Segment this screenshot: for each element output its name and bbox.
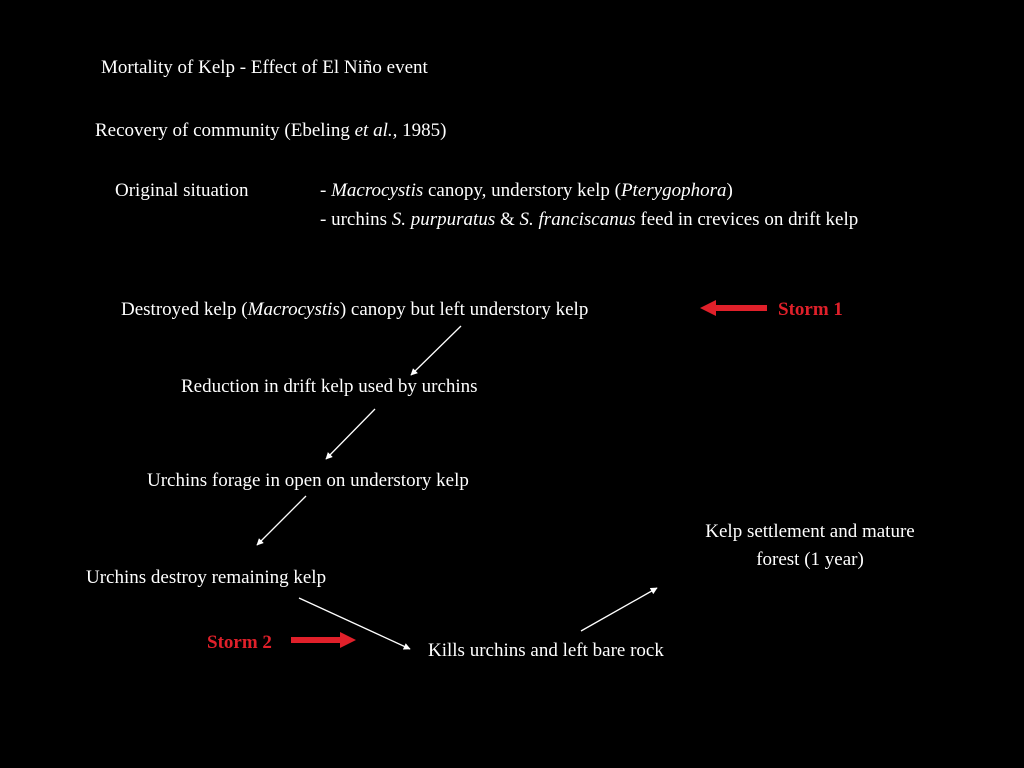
storm-2-arrow-shaft bbox=[291, 637, 343, 643]
step-urchins-forage: Urchins forage in open on understory kelp bbox=[147, 470, 469, 491]
original-situation-line-2: - urchins S. purpuratus & S. franciscanus feed in crevices on drift kelp bbox=[320, 209, 859, 230]
storm-2-arrow bbox=[291, 632, 356, 648]
storm-1-arrow-shaft bbox=[713, 305, 767, 311]
arrow-drift-to-forage bbox=[326, 409, 375, 459]
step-destroyed-canopy: Destroyed kelp (Macrocystis) canopy but left understory kelp bbox=[121, 299, 589, 320]
arrow-forage-to-destroy bbox=[257, 496, 306, 545]
original-situation-label: Original situation bbox=[115, 180, 249, 201]
original-situation-line-1: - Macrocystis canopy, understory kelp (Pterygophora) bbox=[320, 180, 733, 201]
step-kills-urchins: Kills urchins and left bare rock bbox=[428, 640, 664, 661]
storm-1-arrow-head bbox=[700, 300, 716, 316]
storm-1-label: Storm 1 bbox=[778, 299, 843, 320]
arrow-bare-rock-to-settlement bbox=[581, 588, 657, 631]
step-reduction-drift-kelp: Reduction in drift kelp used by urchins bbox=[181, 376, 478, 397]
step-urchins-destroy: Urchins destroy remaining kelp bbox=[86, 567, 327, 588]
storm-2-arrow-head bbox=[340, 632, 356, 648]
arrow-canopy-to-drift bbox=[411, 326, 461, 375]
storm-1-arrow bbox=[700, 300, 767, 316]
slide-title: Mortality of Kelp - Effect of El Niño event bbox=[101, 57, 428, 78]
slide-subtitle: Recovery of community (Ebeling et al., 1985) bbox=[95, 120, 447, 141]
storm-2-label: Storm 2 bbox=[207, 632, 272, 653]
step-kelp-settlement: Kelp settlement and mature forest (1 year) bbox=[705, 521, 915, 570]
